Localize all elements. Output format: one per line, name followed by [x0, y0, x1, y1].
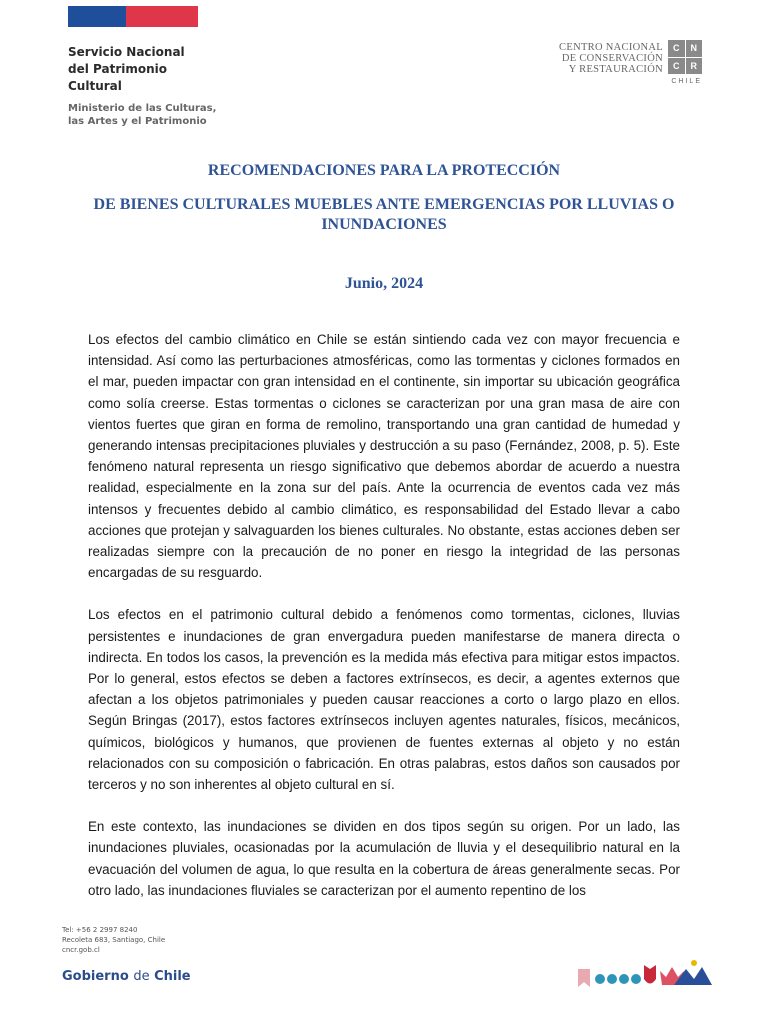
shield-icon: [644, 965, 656, 984]
cncr-grid-letter: C: [668, 58, 685, 75]
cncr-country: CHILE: [671, 78, 702, 85]
document-title-line2: DE BIENES CULTURALES MUEBLES ANTE EMERGENCIAS POR LLUVIAS O INUNDACIONES: [93, 196, 675, 233]
sun-icon: [691, 960, 697, 966]
footer-web[interactable]: cncr.gob.cl: [62, 946, 100, 954]
dot-icon: [595, 974, 605, 984]
footer-address: Recoleta 683, Santiago, Chile: [62, 936, 166, 944]
gobierno-de-chile-logo: [62, 969, 191, 984]
cncr-text-line: DE CONSERVACIÓN: [561, 53, 663, 64]
document-body: [88, 329, 680, 922]
cncr-logo: [559, 40, 702, 85]
gob-word: Chile: [154, 969, 191, 984]
dot-icon: [631, 974, 641, 984]
snpc-logo: [68, 44, 216, 128]
cncr-text-line: Y RESTAURACIÓN: [568, 64, 663, 75]
cncr-text-line: CENTRO NACIONAL: [559, 42, 663, 53]
footer-contact: [62, 925, 165, 955]
snpc-name-line: Cultural: [68, 79, 122, 93]
document-title-line1: RECOMENDACIONES PARA LA PROTECCIÓN: [207, 162, 561, 179]
cncr-grid-letter: N: [686, 40, 703, 57]
ministry-line: Ministerio de las Culturas,: [68, 103, 217, 114]
paragraph: Los efectos en el patrimonio cultural debido a fenómenos como tormentas, ciclones, lluvias persistentes e inundaciones de gran envergadura pueden manifestarse de manera directa o indirecta. En todos los casos, la prevención es la medida más efectiva para mitigar estos impactos. Por lo general, estos efectos se deben a factores extrínsecos, es decir, a agentes externos que afectan a los objetos patrimoniales y pueden causar reacciones a corto o largo plazo en ellos. Según Bringas (2017), estos factores extrínsecos incluyen agentes naturales, físicos, mecánicos, químicos, biológicos y humanos, que provienen de fuentes externas al objeto y no están relacionados con su composición o fabricación. En otras palabras, estos daños son causados por terceros y no son inherentes al objeto cultural en sí.: [88, 607, 680, 793]
paragraph: Los efectos del cambio climático en Chile se están sintiendo cada vez con mayor frecuencia e intensidad. Así como las perturbaciones atmosféricas, como las tormentas y ciclones formados en el mar, pueden impactar con gran intensidad en el continente, sin importar su ubicación geográfica como solía creerse. Estas tormentas o ciclones se caracterizan por una gran masa de aire con vientos fuertes que giran en forma de remolino, transportando una gran cantidad de humedad y generando intensas precipitaciones pluviales y destrucción a su paso (Fernández, 2008, p. 5). Este fenómeno natural representa un riesgo significativo que debemos abordar de acuerdo a nuestra realidad, especialmente en la zona sur del país. Ante la ocurrencia de eventos cada vez más intensos y frecuentes debido al cambio climático, es responsabilidad del Estado llevar a cabo acciones que protejan y salvaguarden los bienes culturales. No obstante, estas acciones deben ser realizadas siempre con la precaución de no poner en riesgo la integridad de las personas encargadas de su resguardo.: [88, 332, 680, 581]
cncr-grid-letter: C: [668, 40, 685, 57]
dot-icon: [607, 974, 617, 984]
ministry-line: las Artes y el Patrimonio: [68, 116, 207, 127]
banner-icon: [578, 969, 590, 987]
cncr-grid-icon: [668, 40, 702, 74]
cncr-grid-letter: R: [686, 58, 703, 75]
ministry-name: [68, 102, 216, 128]
gob-word: Gobierno: [62, 969, 129, 984]
document-date: Junio, 2024: [344, 275, 424, 292]
dot-icon: [619, 974, 629, 984]
snpc-name-line: Servicio Nacional: [68, 45, 185, 59]
chile-flag-bar: [68, 6, 198, 27]
flag-red-segment: [126, 6, 198, 27]
snpc-name: [68, 44, 216, 95]
paragraph: En este contexto, las inundaciones se dividen en dos tipos según su origen. Por un lado, las inundaciones pluviales, ocasionadas por la acumulación de lluvia y el desequilibrio natural en la evacuación del volumen de agua, lo que resulta en la cobertura de áreas generalmente secas. Por otro lado, las inundaciones fluviales se caracterizan por el aumento repentino de los: [88, 819, 680, 898]
flag-blue-segment: [68, 6, 126, 27]
footer-tel: Tel: +56 2 2997 8240: [62, 926, 138, 934]
culture-icons-strip: [574, 955, 714, 991]
snpc-name-line: del Patrimonio: [68, 62, 168, 76]
gob-word: de: [133, 969, 150, 984]
cncr-text: [559, 42, 663, 75]
